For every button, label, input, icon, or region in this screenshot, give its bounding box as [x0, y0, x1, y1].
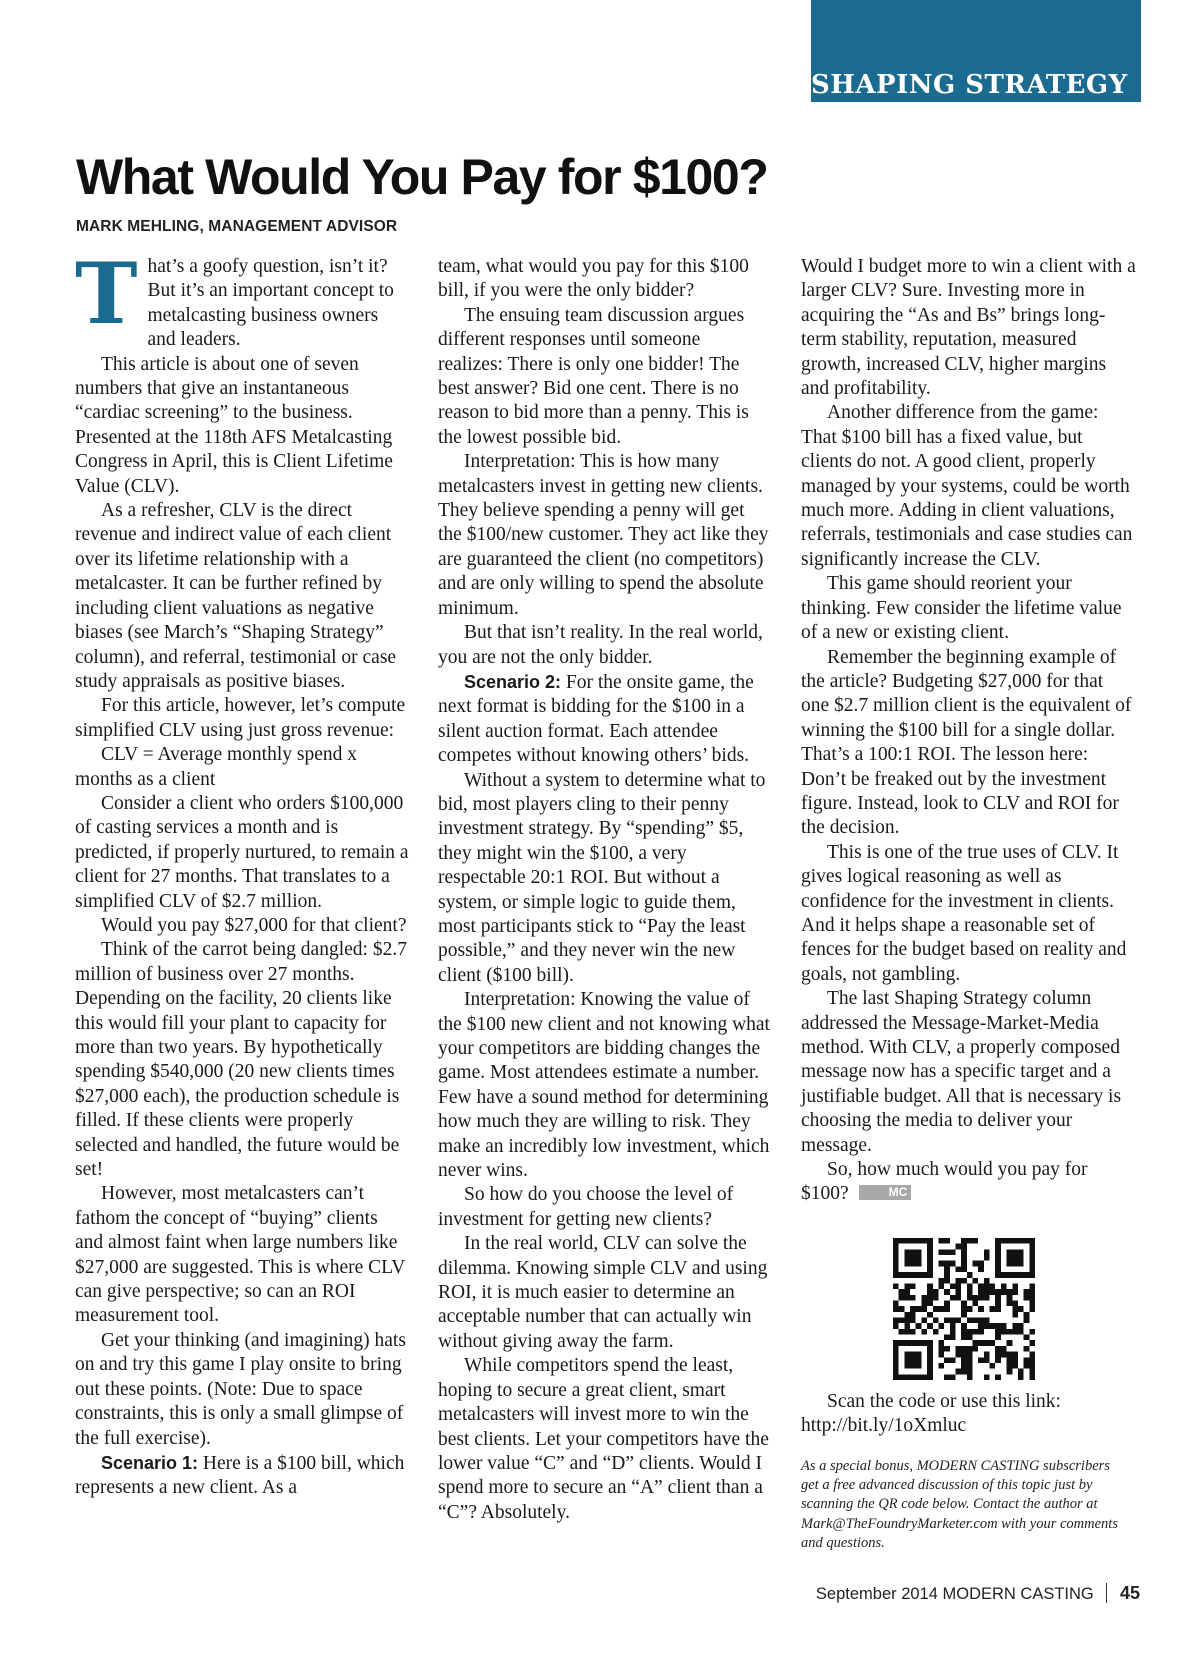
qr-module: [984, 1278, 990, 1284]
qr-module: [950, 1261, 956, 1267]
qr-module: [984, 1295, 990, 1301]
qr-module: [1001, 1283, 1007, 1289]
qr-module: [1024, 1318, 1030, 1324]
qr-module: [978, 1266, 984, 1272]
qr-module: [1007, 1363, 1013, 1369]
qr-module: [978, 1295, 984, 1301]
qr-module: [978, 1340, 984, 1346]
qr-module: [938, 1352, 944, 1358]
qr-module: [973, 1340, 979, 1346]
qr-module: [950, 1357, 956, 1363]
qr-module: [933, 1289, 939, 1295]
qr-module: [990, 1283, 996, 1289]
qr-module: [990, 1340, 996, 1346]
qr-module: [961, 1261, 967, 1267]
qr-module: [1007, 1295, 1013, 1301]
qr-module: [973, 1300, 979, 1306]
qr-module: [904, 1312, 910, 1318]
qr-module: [1007, 1329, 1013, 1335]
qr-module: [1007, 1369, 1013, 1375]
paragraph: For this article, however, let’s compute simplified CLV using just gross revenue:: [75, 695, 406, 741]
qr-module: [944, 1306, 950, 1312]
scenario-label: Scenario 1:: [101, 1452, 199, 1473]
qr-module: [1018, 1323, 1024, 1329]
drop-cap: T: [75, 244, 138, 343]
qr-module: [984, 1352, 990, 1358]
qr-module: [921, 1329, 927, 1335]
qr-module: [984, 1249, 990, 1255]
qr-module: [910, 1283, 916, 1289]
qr-module: [904, 1329, 910, 1335]
qr-module: [1007, 1352, 1013, 1358]
paragraph: Interpretation: This is how many metalcasters invest in getting new clients. They believe spending a penny will get the $100/new customer. They act like they are guaranteed the client (no competitors) and are only willing to spend the absolute minimum.: [438, 451, 769, 619]
qr-module: [1024, 1363, 1030, 1369]
qr-module: [995, 1346, 1001, 1352]
qr-module: [995, 1374, 1001, 1380]
qr-module: [961, 1255, 967, 1261]
qr-module: [961, 1266, 967, 1272]
qr-module: [961, 1278, 967, 1284]
qr-module: [950, 1283, 956, 1289]
qr-module: [1001, 1346, 1007, 1352]
qr-module: [916, 1306, 922, 1312]
qr-module: [921, 1306, 927, 1312]
qr-module: [1001, 1323, 1007, 1329]
qr-module: [961, 1352, 967, 1358]
paragraph: Consider a client who orders $100,000 of casting services a month and is predicted, if properly nurtured, to remain a client for 27 months. That translates to a simplified CLV of $2.7 million.: [75, 792, 409, 912]
qr-module: [933, 1295, 939, 1301]
qr-module: [1001, 1329, 1007, 1335]
qr-module: [995, 1352, 1001, 1358]
paragraph: This article is about one of seven numbers that give an instantaneous “cardiac screening” to the business. Presented at the 118th AFS Metalcasting Congress in April, this is Client Lifetime Value (CLV).: [75, 353, 393, 497]
qr-module: [927, 1283, 933, 1289]
qr-module: [1029, 1289, 1035, 1295]
qr-module: [944, 1300, 950, 1306]
section-label: SHAPING STRATEGY: [811, 70, 1128, 100]
qr-module: [921, 1318, 927, 1324]
qr-module: [995, 1300, 1001, 1306]
qr-module: [1029, 1374, 1035, 1380]
qr-module: [955, 1283, 961, 1289]
qr-module: [955, 1289, 961, 1295]
qr-module: [944, 1272, 950, 1278]
qr-module: [1012, 1363, 1018, 1369]
qr-module: [961, 1306, 967, 1312]
qr-module: [961, 1346, 967, 1352]
qr-module: [950, 1295, 956, 1301]
qr-module: [967, 1329, 973, 1335]
qr-module: [961, 1329, 967, 1335]
scan-instructions: [801, 1390, 1136, 1439]
qr-module: [1029, 1329, 1035, 1335]
paragraph: The ensuing team discussion argues different responses until someone realizes: There is only one bidder! The best answer? Bid one cent. There is no reason to bid more than a penny. This is the lowest possible bid.: [438, 304, 749, 448]
qr-module: [967, 1238, 973, 1244]
qr-module: [933, 1306, 939, 1312]
qr-module: [978, 1329, 984, 1335]
qr-module: [910, 1318, 916, 1324]
qr-module: [967, 1289, 973, 1295]
qr-module: [961, 1335, 967, 1341]
qr-module: [978, 1283, 984, 1289]
qr-module: [910, 1329, 916, 1335]
qr-module: [950, 1374, 956, 1380]
paragraph: So how do you choose the level of investment for getting new clients?: [438, 1184, 734, 1230]
paragraph: Would I budget more to win a client with a larger CLV? Sure. Investing more in acquiring the “As and Bs” brings long-term stability, reputation, measured growth, increased CLV, higher margins and profitability.: [801, 256, 1136, 400]
qr-module: [978, 1261, 984, 1267]
qr-module: [904, 1283, 910, 1289]
qr-module: [967, 1369, 973, 1375]
qr-module: [984, 1340, 990, 1346]
qr-module: [984, 1323, 990, 1329]
qr-module: [967, 1272, 973, 1278]
qr-module: [893, 1283, 899, 1289]
qr-module: [967, 1352, 973, 1358]
qr-module: [1007, 1340, 1013, 1346]
qr-module: [973, 1261, 979, 1267]
qr-module: [944, 1318, 950, 1324]
page-footer: [780, 1583, 1140, 1604]
qr-module: [1012, 1283, 1018, 1289]
qr-module: [944, 1278, 950, 1284]
qr-module: [984, 1374, 990, 1380]
qr-module: [995, 1306, 1001, 1312]
qr-module: [1024, 1335, 1030, 1341]
qr-code[interactable]: [893, 1238, 1035, 1380]
qr-module: [984, 1289, 990, 1295]
qr-module: [910, 1312, 916, 1318]
qr-module: [893, 1300, 899, 1306]
qr-module: [1012, 1300, 1018, 1306]
qr-module: [944, 1261, 950, 1267]
qr-module: [967, 1318, 973, 1324]
qr-module: [1029, 1357, 1035, 1363]
paragraph: That’s a goofy question, isn’t it? But it’s an important concept to metalcasting business owners and leaders.: [75, 244, 394, 351]
qr-module: [944, 1374, 950, 1380]
qr-module: [904, 1249, 921, 1266]
qr-module: [967, 1306, 973, 1312]
qr-module: [978, 1306, 984, 1312]
qr-module: [973, 1329, 979, 1335]
qr-module: [938, 1340, 944, 1346]
qr-module: [938, 1323, 944, 1329]
qr-module: [973, 1318, 979, 1324]
qr-module: [990, 1323, 996, 1329]
qr-module: [938, 1346, 944, 1352]
paragraph: team, what would you pay for this $100 bill, if you were the only bidder?: [438, 256, 749, 302]
qr-module: [938, 1249, 944, 1255]
qr-module: [978, 1357, 984, 1363]
paragraph: Think of the carrot being dangled: $2.7 million of business over 27 months. Depending on the facility, 20 clients like this would fill your plant to capacity for more than two years. By hypothetically spending $540,000 (20 new clients times $27,000 each), the production schedule is filled. If these clients were properly selected and handled, the future would be set!: [75, 939, 407, 1181]
qr-module: [1018, 1329, 1024, 1335]
scan-line: Scan the code or use this link:: [827, 1391, 1061, 1412]
qr-module: [910, 1306, 916, 1312]
qr-module: [1024, 1289, 1030, 1295]
qr-module: [893, 1323, 899, 1329]
paragraph: Remember the beginning example of the article? Budgeting $27,000 for that one $2.7 million client is the equivalent of winning the $100 bill for a single dollar. That’s a 100:1 ROI. The lesson here: Don’t be freaked out by the investment figure. Instead, look to CLV and ROI for the decision.: [801, 646, 1132, 839]
qr-module: [950, 1329, 956, 1335]
qr-module: [995, 1323, 1001, 1329]
qr-module: [973, 1238, 979, 1244]
qr-module: [961, 1312, 967, 1318]
qr-module: [1018, 1374, 1024, 1380]
qr-module: [978, 1318, 984, 1324]
qr-module: [944, 1357, 950, 1363]
paragraph: However, most metalcasters can’t fathom the concept of “buying” clients and almost faint when large numbers like $27,000 are suggested. This is where CLV can give perspective; so can an ROI measurement tool.: [75, 1183, 406, 1327]
qr-module: [955, 1244, 961, 1250]
qr-module: [1029, 1306, 1035, 1312]
qr-module: [961, 1238, 967, 1244]
qr-module: [944, 1335, 950, 1341]
qr-module: [995, 1289, 1001, 1295]
qr-module: [1001, 1289, 1007, 1295]
qr-module: [1029, 1283, 1035, 1289]
qr-module: [904, 1295, 910, 1301]
qr-module: [1012, 1352, 1018, 1358]
qr-module: [927, 1300, 933, 1306]
qr-module: [955, 1295, 961, 1301]
qr-module: [1024, 1312, 1030, 1318]
qr-module: [955, 1346, 961, 1352]
paragraph: In the real world, CLV can solve the dilemma. Knowing simple CLV and using ROI, it is much easier to determine an acceptable number that can actually win without giving away the farm.: [438, 1233, 768, 1352]
qr-module: [950, 1249, 956, 1255]
qr-module: [1029, 1300, 1035, 1306]
paragraph: Without a system to determine what to bid, most players cling to their penny investment strategy. By “spending” $5, they might win the $100, a very respectable 20:1 ROI. But without a system, or simple logic to guide them, most participants stick to “Pay the least possible,” and they never win the new client ($100 bill).: [438, 769, 766, 986]
qr-module: [955, 1369, 961, 1375]
headline: What Would You Pay for $100?: [76, 149, 768, 205]
qr-module: [1018, 1369, 1024, 1375]
qr-module: [961, 1369, 967, 1375]
paragraph: Scenario 2: For the onsite game, the next format is bidding for the $100 in a silent auction format. Each attendee competes without knowing others’ bids.: [438, 671, 754, 767]
qr-module: [899, 1289, 905, 1295]
qr-module: [904, 1318, 910, 1324]
qr-module: [1012, 1329, 1018, 1335]
qr-module: [944, 1346, 950, 1352]
qr-module: [1029, 1340, 1035, 1346]
qr-module: [967, 1374, 973, 1380]
qr-module: [1012, 1289, 1018, 1295]
end-mark-badge: MC: [859, 1185, 912, 1200]
magazine-name: MODERN CASTING: [942, 1585, 1094, 1603]
qr-module: [1007, 1289, 1013, 1295]
qr-module: [1001, 1352, 1007, 1358]
qr-module: [990, 1306, 996, 1312]
qr-module: [961, 1323, 967, 1329]
qr-module: [933, 1318, 939, 1324]
qr-module: [944, 1249, 950, 1255]
qr-module: [927, 1323, 933, 1329]
qr-module: [899, 1295, 905, 1301]
qr-module: [944, 1266, 950, 1272]
paragraph: Would you pay $27,000 for that client?: [101, 914, 407, 936]
qr-module: [1012, 1312, 1018, 1318]
byline: MARK MEHLING, MANAGEMENT ADVISOR: [76, 218, 398, 235]
paragraph: Another difference from the game: That $100 bill has a fixed value, but clients do not. A good client, properly managed by your systems, could be worth much more. Adding in client valuations, referrals, testimonials and case studies can significantly increase the CLV.: [801, 402, 1133, 570]
qr-module: [984, 1318, 990, 1324]
short-link[interactable]: http://bit.ly/1oXmluc: [801, 1415, 967, 1437]
qr-module: [1018, 1306, 1024, 1312]
qr-module: [944, 1238, 950, 1244]
qr-module: [967, 1357, 973, 1363]
issue-date: September 2014: [815, 1585, 938, 1603]
qr-module: [938, 1278, 944, 1284]
qr-module: [1012, 1306, 1018, 1312]
qr-module: [995, 1335, 1001, 1341]
qr-module: [978, 1289, 984, 1295]
qr-module: [899, 1306, 905, 1312]
qr-module: [1024, 1346, 1030, 1352]
paragraph: Interpretation: Knowing the value of the $100 new client and not knowing what your competitors are bidding changes the game. Most attendees estimate a number. Few have a sound method for determining how much they are willing to risk. They make an incredibly low investment, which never wins.: [438, 989, 770, 1182]
qr-module: [961, 1363, 967, 1369]
qr-module: [967, 1335, 973, 1341]
scenario-label: Scenario 2:: [464, 671, 562, 692]
qr-module: [927, 1289, 933, 1295]
qr-module: [955, 1318, 961, 1324]
paragraph: Scenario 1: Here is a $100 bill, which represents a new client. As a: [75, 1452, 405, 1499]
qr-module: [921, 1300, 927, 1306]
qr-module: [938, 1283, 944, 1289]
qr-module: [893, 1318, 899, 1324]
qr-module: [955, 1278, 961, 1284]
qr-module: [1012, 1323, 1018, 1329]
qr-module: [961, 1244, 967, 1250]
qr-module: [961, 1357, 967, 1363]
qr-module: [893, 1306, 899, 1312]
qr-module: [995, 1295, 1001, 1301]
qr-module: [984, 1255, 990, 1261]
qr-module: [921, 1295, 927, 1301]
paragraph: This game should reorient your thinking. Few consider the lifetime value of a new or existing client.: [801, 573, 1122, 644]
qr-module: [978, 1323, 984, 1329]
article-column-2: [438, 255, 770, 1525]
qr-module: [984, 1357, 990, 1363]
qr-module: [938, 1363, 944, 1369]
footer-divider: [1106, 1583, 1107, 1603]
qr-module: [899, 1329, 905, 1335]
qr-module: [973, 1346, 979, 1352]
qr-module: [938, 1261, 944, 1267]
qr-module: [927, 1295, 933, 1301]
qr-module: [1029, 1369, 1035, 1375]
qr-module: [955, 1352, 961, 1358]
qr-module: [1012, 1357, 1018, 1363]
qr-module: [938, 1238, 944, 1244]
qr-module: [1029, 1363, 1035, 1369]
article-column-3: [801, 255, 1136, 1207]
paragraph: But that isn’t reality. In the real world, you are not the only bidder.: [438, 622, 763, 668]
qr-module: [1029, 1295, 1035, 1301]
qr-module: [933, 1329, 939, 1335]
qr-module: [995, 1357, 1001, 1363]
qr-module: [944, 1289, 950, 1295]
paragraph: Get your thinking (and imagining) hats on and try this game I play onsite to bring out these points. (Note: Due to space constraints, this is only a small glimpse of the full exercise).: [75, 1329, 406, 1449]
bonus-note: As a special bonus, MODERN CASTING subscribers get a free advanced discussion of this topic just by scanning the QR code below. Contact the author at Mark@TheFoundryMarketer.com with your comments and questions.: [801, 1458, 1118, 1551]
qr-module: [950, 1323, 956, 1329]
qr-module: [916, 1323, 922, 1329]
qr-module: [990, 1363, 996, 1369]
qr-module: [910, 1295, 916, 1301]
qr-module: [1024, 1295, 1030, 1301]
article-column-1: [75, 244, 410, 1501]
qr-module: [950, 1335, 956, 1341]
qr-module: [967, 1295, 973, 1301]
qr-module: [1007, 1249, 1024, 1266]
qr-module: [1007, 1357, 1013, 1363]
paragraph: While competitors spend the least, hoping to secure a great client, smart metalcasters will invest more to win the best clients. Let your competitors have the lower value “C” and “D” clients. Would I spend more to secure an “A” client than a “C”? Absolutely.: [438, 1355, 769, 1523]
qr-module: [961, 1249, 967, 1255]
qr-module: [904, 1289, 910, 1295]
qr-module: [950, 1318, 956, 1324]
paragraph: The last Shaping Strategy column addressed the Message-Market-Media method. With CLV, a properly composed message now has a specific target and a justifiable budget. All that is necessary is choosing the media to deliver your message.: [801, 988, 1122, 1156]
qr-module: [1029, 1352, 1035, 1358]
formula: CLV = Average monthly spend x months as a client: [75, 744, 357, 790]
paragraph: So, how much would you pay for $100? MC: [801, 1159, 1088, 1205]
qr-module: [973, 1295, 979, 1301]
qr-module: [1007, 1300, 1013, 1306]
qr-module: [955, 1266, 961, 1272]
qr-module: [899, 1318, 905, 1324]
qr-module: [904, 1352, 921, 1369]
qr-module: [984, 1283, 990, 1289]
qr-module: [967, 1283, 973, 1289]
qr-module: [927, 1312, 933, 1318]
paragraph: As a refresher, CLV is the direct revenue and indirect value of each client over its lifetime relationship with a metalcaster. It can be further refined by including client valuations as negative biases (see March’s “Shaping Strategy” column), and referral, testimonial or case study appraisals as positive biases.: [75, 500, 397, 692]
qr-module: [938, 1306, 944, 1312]
qr-module: [1024, 1357, 1030, 1363]
qr-module: [967, 1363, 973, 1369]
page-number: 45: [1119, 1583, 1140, 1603]
qr-module: [995, 1329, 1001, 1335]
qr-module: [961, 1300, 967, 1306]
qr-module: [990, 1289, 996, 1295]
qr-module: [973, 1278, 979, 1284]
paragraph: This is one of the true uses of CLV. It gives logical reasoning as well as confidence for the investment in clients. And it helps shape a reasonable set of fences for the budget based on reality and goals, not gambling.: [801, 841, 1127, 985]
qr-module: [904, 1323, 910, 1329]
qr-module: [967, 1346, 973, 1352]
